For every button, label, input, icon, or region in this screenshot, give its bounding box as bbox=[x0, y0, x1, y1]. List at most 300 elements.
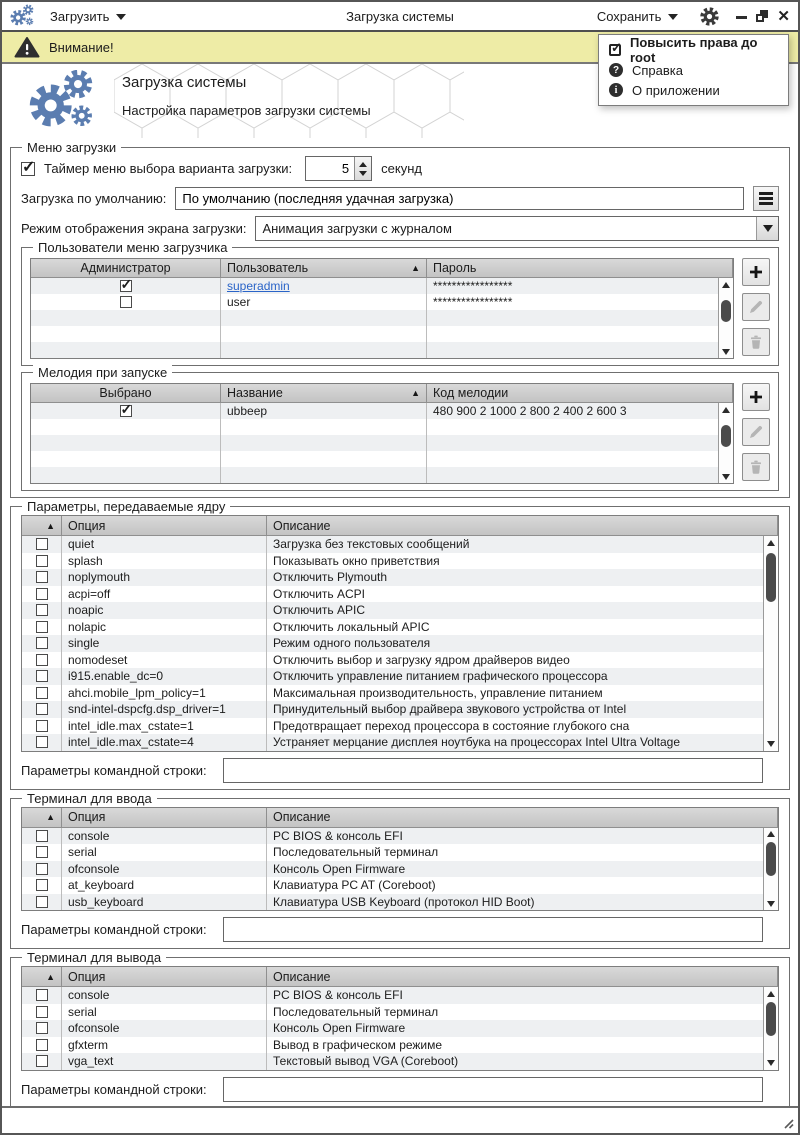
table-row[interactable] bbox=[22, 701, 778, 718]
text-cell: Загрузка без текстовых сообщений bbox=[273, 537, 470, 552]
window-title: Загрузка системы bbox=[346, 8, 454, 24]
table-row[interactable] bbox=[22, 828, 778, 845]
checkbox-cell bbox=[22, 877, 62, 894]
row-checkbox[interactable] bbox=[36, 720, 48, 732]
kernel-params-table bbox=[21, 515, 779, 752]
sort-ascending-icon: ▲ bbox=[411, 388, 420, 398]
table-row bbox=[31, 342, 733, 358]
group-legend: Параметры, передаваемые ядру bbox=[22, 499, 230, 514]
menu-item-help[interactable]: ? Справка bbox=[599, 60, 788, 80]
titlebar bbox=[2, 2, 798, 32]
table-row bbox=[31, 467, 733, 483]
gear-icon bbox=[699, 6, 720, 27]
text-cell: Вывод в графическом режиме bbox=[273, 1037, 443, 1052]
default-boot-label: Загрузка по умолчанию: bbox=[21, 191, 167, 206]
delete-melody-button[interactable] bbox=[742, 453, 770, 481]
text-cell: Отключить выбор и загрузку ядром драйверов видео bbox=[273, 652, 570, 667]
arrow-up-icon bbox=[722, 407, 730, 413]
pencil-icon bbox=[748, 299, 764, 315]
info-icon bbox=[609, 83, 623, 97]
checkbox-cell bbox=[31, 342, 221, 358]
output-terminal-group bbox=[10, 950, 790, 1109]
table-row[interactable] bbox=[31, 278, 733, 294]
text-cell: quiet bbox=[62, 536, 267, 553]
save-menu-label: Сохранить bbox=[596, 8, 662, 24]
menu-item-elevate-root[interactable]: ✓ Повысить права до root bbox=[599, 40, 788, 60]
table-row bbox=[31, 451, 733, 467]
users-table bbox=[30, 258, 734, 359]
text-cell: Устраняет мерцание дисплея ноутбука на процессорах Intel Ultra Voltage bbox=[273, 735, 680, 750]
text-cell: nomodeset bbox=[62, 652, 267, 669]
table-row bbox=[31, 310, 733, 326]
boot-menu-group bbox=[10, 140, 790, 498]
text-cell: Текстовый вывод VGA (Coreboot) bbox=[273, 1054, 459, 1069]
scroll-up-button[interactable] bbox=[764, 828, 778, 841]
scroll-up-button[interactable] bbox=[719, 278, 733, 291]
row-checkbox[interactable] bbox=[36, 670, 48, 682]
column-header[interactable] bbox=[22, 516, 62, 536]
row-checkbox[interactable] bbox=[36, 846, 48, 858]
timer-checkbox[interactable] bbox=[21, 162, 35, 176]
text-cell: nolapic bbox=[62, 619, 267, 636]
table-row[interactable] bbox=[22, 635, 778, 652]
row-checkbox[interactable] bbox=[36, 703, 48, 715]
scroll-track[interactable] bbox=[719, 291, 733, 345]
text-cell: gfxterm bbox=[62, 1037, 267, 1054]
checkbox-cell bbox=[31, 435, 221, 451]
kernel-cmdline-input[interactable] bbox=[223, 758, 763, 783]
scroll-down-button[interactable] bbox=[764, 1057, 778, 1070]
column-header[interactable]: Администратор bbox=[31, 259, 221, 278]
scroll-up-button[interactable] bbox=[764, 536, 778, 549]
cmdline-label: Параметры командной строки: bbox=[21, 762, 207, 778]
arrow-down-icon bbox=[767, 741, 775, 747]
load-menu-label: Загрузить bbox=[50, 8, 110, 24]
page-title: Загрузка системы bbox=[122, 74, 247, 91]
hamburger-icon bbox=[759, 192, 773, 195]
table-row[interactable] bbox=[22, 602, 778, 619]
arrow-up-icon bbox=[722, 282, 730, 288]
table-row[interactable] bbox=[31, 294, 733, 310]
group-legend: Мелодия при запуске bbox=[33, 365, 172, 380]
plus-icon bbox=[748, 264, 764, 280]
text-cell: Предотвращает переход процессора в состояние глубокого сна bbox=[273, 718, 630, 733]
text-cell bbox=[221, 326, 427, 342]
text-cell: 480 900 2 1000 2 800 2 400 2 600 3 bbox=[433, 404, 627, 418]
column-header[interactable]: Пароль bbox=[427, 259, 733, 278]
checkbox-cell bbox=[31, 419, 221, 435]
kernel-params-group bbox=[10, 499, 790, 790]
table-row bbox=[31, 419, 733, 435]
column-header[interactable]: Пользователь ▲ bbox=[221, 259, 427, 278]
text-cell: user bbox=[221, 294, 427, 310]
text-cell: Консоль Open Firmware bbox=[273, 1021, 406, 1036]
table-body bbox=[31, 278, 733, 358]
text-cell bbox=[427, 342, 733, 358]
scroll-up-button[interactable] bbox=[764, 987, 778, 1000]
text-cell: Клавиатура PC AT (Coreboot) bbox=[273, 878, 436, 893]
table-body bbox=[22, 987, 778, 1070]
row-checkbox[interactable] bbox=[36, 588, 48, 600]
input-cmdline-row bbox=[21, 917, 779, 942]
checkbox-cell bbox=[22, 569, 62, 586]
row-checkbox[interactable] bbox=[36, 736, 48, 748]
checkbox-cell bbox=[31, 310, 221, 326]
arrow-down-icon bbox=[722, 474, 730, 480]
column-header[interactable]: Опция bbox=[62, 967, 267, 987]
scroll-down-button[interactable] bbox=[719, 470, 733, 483]
text-cell: ahci.mobile_lpm_policy=1 bbox=[62, 685, 267, 702]
table-row[interactable] bbox=[22, 1020, 778, 1037]
text-cell: Отключить ACPI bbox=[273, 586, 365, 601]
checkbox-cell bbox=[22, 734, 62, 751]
text-cell bbox=[221, 342, 427, 358]
chevron-down-icon bbox=[116, 14, 126, 20]
column-header[interactable]: Описание bbox=[267, 967, 778, 987]
vertical-scrollbar[interactable] bbox=[718, 403, 733, 483]
column-header[interactable]: Описание bbox=[267, 516, 778, 536]
text-cell: console bbox=[62, 987, 267, 1004]
arrow-up-icon bbox=[767, 831, 775, 837]
text-cell: Принудительный выбор драйвера звукового устройства от Intel bbox=[273, 702, 627, 717]
table-row[interactable] bbox=[22, 1037, 778, 1054]
kernel-cmdline-row bbox=[21, 758, 779, 783]
text-cell: intel_idle.max_cstate=4 bbox=[62, 734, 267, 751]
group-legend: Терминал для ввода bbox=[22, 791, 157, 806]
text-cell: vga_text bbox=[62, 1053, 267, 1070]
checkbox-cell bbox=[22, 987, 62, 1004]
warning-text: Внимание! bbox=[49, 39, 114, 55]
scroll-thumb[interactable] bbox=[766, 553, 776, 602]
text-cell bbox=[221, 419, 427, 435]
text-cell: PC BIOS & консоль EFI bbox=[273, 828, 403, 843]
group-legend: Меню загрузки bbox=[22, 140, 121, 155]
menu-item-about[interactable]: i О приложении bbox=[599, 80, 788, 100]
text-cell: serial bbox=[62, 1004, 267, 1021]
edit-melody-button[interactable] bbox=[742, 418, 770, 446]
text-cell bbox=[427, 326, 733, 342]
sort-ascending-icon: ▲ bbox=[46, 520, 55, 531]
row-checkbox[interactable] bbox=[36, 621, 48, 633]
table-row[interactable] bbox=[22, 668, 778, 685]
chevron-down-icon bbox=[668, 14, 678, 20]
text-cell: Клавиатура USB Keyboard (протокол HID Boot) bbox=[273, 894, 535, 909]
scroll-up-button[interactable] bbox=[719, 403, 733, 416]
row-checkbox[interactable] bbox=[120, 405, 132, 417]
scroll-thumb[interactable] bbox=[766, 1002, 776, 1036]
startup-melody-group bbox=[21, 365, 779, 491]
column-header[interactable]: Выбрано bbox=[31, 384, 221, 403]
table-row[interactable] bbox=[22, 844, 778, 861]
display-mode-select[interactable] bbox=[255, 216, 779, 241]
checkbox-cell bbox=[22, 844, 62, 861]
scroll-thumb[interactable] bbox=[766, 842, 776, 876]
table-row[interactable] bbox=[22, 652, 778, 669]
text-cell bbox=[427, 310, 733, 326]
table-row[interactable] bbox=[22, 894, 778, 911]
warning-triangle-icon bbox=[14, 36, 40, 58]
text-cell: ofconsole bbox=[62, 861, 267, 878]
output-cmdline-input[interactable] bbox=[223, 1077, 763, 1102]
text-cell bbox=[427, 451, 733, 467]
spin-buttons[interactable] bbox=[354, 157, 371, 180]
text-cell: PC BIOS & консоль EFI bbox=[273, 988, 403, 1003]
arrow-up-icon bbox=[767, 991, 775, 997]
column-header[interactable] bbox=[22, 808, 62, 828]
row-checkbox[interactable] bbox=[36, 1006, 48, 1018]
checkbox-cell bbox=[22, 1020, 62, 1037]
checkbox-cell bbox=[22, 602, 62, 619]
text-cell: serial bbox=[62, 844, 267, 861]
checkbox-cell bbox=[22, 553, 62, 570]
sort-ascending-icon: ▲ bbox=[46, 812, 55, 822]
row-checkbox[interactable] bbox=[36, 1055, 48, 1067]
input-cmdline-input[interactable] bbox=[223, 917, 763, 942]
checkbox-cell bbox=[31, 326, 221, 342]
save-menu-button[interactable] bbox=[593, 7, 683, 26]
checkbox-cell bbox=[31, 403, 221, 419]
scroll-down-button[interactable] bbox=[719, 345, 733, 358]
table-row[interactable] bbox=[22, 718, 778, 735]
column-header[interactable] bbox=[22, 967, 62, 987]
row-checkbox[interactable] bbox=[36, 896, 48, 908]
row-checkbox[interactable] bbox=[36, 538, 48, 550]
row-checkbox[interactable] bbox=[36, 863, 48, 875]
table-header-row bbox=[22, 516, 778, 536]
scroll-thumb[interactable] bbox=[721, 425, 731, 448]
app-logo-gears bbox=[18, 70, 110, 132]
text-cell: Отключить Plymouth bbox=[273, 570, 388, 585]
checkbox-cell bbox=[22, 619, 62, 636]
timer-spinbox[interactable] bbox=[305, 156, 372, 181]
table-row[interactable] bbox=[22, 861, 778, 878]
status-bar bbox=[2, 1106, 798, 1133]
sort-ascending-icon: ▲ bbox=[46, 971, 55, 982]
add-user-button[interactable] bbox=[742, 258, 770, 286]
scroll-track[interactable] bbox=[764, 841, 778, 898]
scroll-thumb[interactable] bbox=[721, 300, 731, 323]
output-cmdline-row bbox=[21, 1077, 779, 1102]
checkbox-cell bbox=[22, 1004, 62, 1021]
text-cell: acpi=off bbox=[62, 586, 267, 603]
checkbox-cell bbox=[22, 635, 62, 652]
table-row[interactable] bbox=[22, 685, 778, 702]
table-row[interactable] bbox=[22, 569, 778, 586]
help-icon bbox=[609, 63, 623, 77]
row-checkbox[interactable] bbox=[120, 280, 132, 292]
scroll-track[interactable] bbox=[764, 549, 778, 738]
settings-gear-button[interactable] bbox=[698, 5, 720, 27]
app-gears-icon bbox=[10, 4, 36, 28]
table-row[interactable] bbox=[22, 619, 778, 636]
table-body bbox=[22, 536, 778, 751]
checkbox-checked-icon bbox=[609, 44, 621, 56]
table-row[interactable] bbox=[31, 403, 733, 419]
text-cell bbox=[427, 435, 733, 451]
text-cell bbox=[427, 419, 733, 435]
text-cell: Последовательный терминал bbox=[273, 845, 439, 860]
text-cell: snd-intel-dspcfg.dsp_driver=1 bbox=[62, 701, 267, 718]
resize-grip[interactable] bbox=[781, 1116, 794, 1129]
timer-label: Таймер меню выбора варианта загрузки: bbox=[44, 161, 293, 176]
row-checkbox[interactable] bbox=[120, 296, 132, 308]
close-button[interactable]: ✕ bbox=[777, 7, 790, 25]
text-cell: Отключить управление питанием графического процессора bbox=[273, 669, 608, 684]
table-row bbox=[31, 326, 733, 342]
text-cell bbox=[221, 451, 427, 467]
vertical-scrollbar[interactable] bbox=[718, 278, 733, 358]
text-cell: noplymouth bbox=[62, 569, 267, 586]
row-checkbox[interactable] bbox=[36, 637, 48, 649]
checkbox-cell bbox=[22, 894, 62, 911]
edit-user-button[interactable] bbox=[742, 293, 770, 321]
text-cell: ofconsole bbox=[62, 1020, 267, 1037]
trash-icon bbox=[748, 459, 764, 475]
row-checkbox[interactable] bbox=[36, 989, 48, 1001]
sort-ascending-icon: ▲ bbox=[411, 263, 420, 273]
table-header-row bbox=[22, 808, 778, 828]
text-cell bbox=[221, 310, 427, 326]
text-cell: console bbox=[62, 828, 267, 845]
vertical-scrollbar[interactable] bbox=[763, 536, 778, 751]
cmdline-label: Параметры командной строки: bbox=[21, 1081, 207, 1097]
text-cell: Отключить локальный APIC bbox=[273, 619, 430, 634]
arrow-down-icon bbox=[767, 1060, 775, 1066]
vertical-scrollbar[interactable] bbox=[763, 987, 778, 1070]
text-cell: ***************** bbox=[433, 279, 513, 293]
timer-row bbox=[21, 156, 779, 181]
table-body bbox=[22, 828, 778, 911]
text-cell: Отключить APIC bbox=[273, 603, 365, 618]
group-legend: Терминал для вывода bbox=[22, 950, 166, 965]
table-row[interactable] bbox=[22, 734, 778, 751]
table-row[interactable] bbox=[22, 987, 778, 1004]
column-header[interactable]: Название ▲ bbox=[221, 384, 427, 403]
group-legend: Пользователи меню загрузчика bbox=[33, 240, 232, 255]
checkbox-cell bbox=[31, 467, 221, 483]
row-checkbox[interactable] bbox=[36, 571, 48, 583]
table-header-row bbox=[31, 259, 733, 278]
settings-dropdown-menu bbox=[598, 34, 789, 106]
table-row[interactable] bbox=[22, 536, 778, 553]
checkbox-cell bbox=[22, 586, 62, 603]
checkbox-cell bbox=[22, 1053, 62, 1070]
text-cell: ubbeep bbox=[221, 403, 427, 419]
text-cell: splash bbox=[62, 553, 267, 570]
text-cell: single bbox=[62, 635, 267, 652]
default-boot-input[interactable] bbox=[175, 187, 744, 210]
spin-up-icon[interactable] bbox=[359, 162, 367, 167]
table-row[interactable] bbox=[22, 586, 778, 603]
pencil-icon bbox=[748, 424, 764, 440]
minimize-button[interactable] bbox=[736, 16, 747, 19]
text-cell: Консоль Open Firmware bbox=[273, 861, 406, 876]
text-cell: i915.enable_dc=0 bbox=[62, 668, 267, 685]
input-terminal-group bbox=[10, 790, 790, 950]
checkbox-cell bbox=[22, 1037, 62, 1054]
table-row[interactable] bbox=[22, 1004, 778, 1021]
row-checkbox[interactable] bbox=[36, 879, 48, 891]
add-melody-button[interactable] bbox=[742, 383, 770, 411]
boot-entries-menu-button[interactable] bbox=[753, 186, 779, 211]
table-body bbox=[31, 403, 733, 483]
column-header[interactable]: Код мелодии bbox=[427, 384, 733, 403]
checkbox-cell bbox=[22, 718, 62, 735]
text-cell: superadmin bbox=[221, 278, 427, 294]
chevron-down-icon bbox=[763, 225, 773, 232]
row-checkbox[interactable] bbox=[36, 654, 48, 666]
table-row[interactable] bbox=[22, 553, 778, 570]
text-cell: Максимальная производительность, управление питанием bbox=[273, 685, 603, 700]
row-checkbox[interactable] bbox=[36, 687, 48, 699]
column-header[interactable]: Опция bbox=[62, 516, 267, 536]
table-row bbox=[31, 435, 733, 451]
trash-icon bbox=[748, 334, 764, 350]
checkbox-cell bbox=[22, 536, 62, 553]
table-row[interactable] bbox=[22, 1053, 778, 1070]
default-boot-row bbox=[21, 186, 779, 211]
text-cell: noapic bbox=[62, 602, 267, 619]
text-cell: intel_idle.max_cstate=1 bbox=[62, 718, 267, 735]
checkbox-cell bbox=[31, 294, 221, 310]
combo-dropdown-button[interactable] bbox=[756, 217, 778, 240]
checkbox-cell bbox=[22, 685, 62, 702]
delete-user-button[interactable] bbox=[742, 328, 770, 356]
checkbox-cell bbox=[22, 828, 62, 845]
arrow-down-icon bbox=[722, 349, 730, 355]
table-header-row bbox=[22, 967, 778, 987]
row-checkbox[interactable] bbox=[36, 555, 48, 567]
text-cell bbox=[427, 467, 733, 483]
maximize-button[interactable] bbox=[756, 10, 768, 22]
checkbox-cell bbox=[31, 451, 221, 467]
cmdline-label: Параметры командной строки: bbox=[21, 922, 207, 937]
checkbox-cell bbox=[22, 652, 62, 669]
column-header[interactable]: Опция bbox=[62, 808, 267, 828]
table-row[interactable] bbox=[22, 877, 778, 894]
checkbox-cell bbox=[22, 668, 62, 685]
bootloader-users-group bbox=[21, 240, 779, 366]
text-cell: usb_keyboard bbox=[62, 894, 267, 911]
scroll-track[interactable] bbox=[764, 1000, 778, 1057]
text-cell: Показывать окно приветствия bbox=[273, 553, 440, 568]
checkbox-cell bbox=[22, 861, 62, 878]
timer-value-input[interactable] bbox=[306, 157, 354, 180]
scroll-down-button[interactable] bbox=[764, 897, 778, 910]
column-header[interactable]: Описание bbox=[267, 808, 778, 828]
timer-unit-label: секунд bbox=[381, 161, 422, 176]
text-cell: Режим одного пользователя bbox=[273, 636, 431, 651]
display-mode-value: Анимация загрузки с журналом bbox=[262, 221, 452, 236]
row-checkbox[interactable] bbox=[36, 1039, 48, 1051]
checkbox-cell bbox=[31, 278, 221, 294]
load-menu-button[interactable] bbox=[46, 7, 130, 26]
table-header-row bbox=[31, 384, 733, 403]
spin-down-icon[interactable] bbox=[359, 171, 367, 176]
scroll-track[interactable] bbox=[719, 416, 733, 470]
text-cell: at_keyboard bbox=[62, 877, 267, 894]
text-cell: ***************** bbox=[433, 295, 513, 309]
vertical-scrollbar[interactable] bbox=[763, 828, 778, 911]
row-checkbox[interactable] bbox=[36, 1022, 48, 1034]
arrow-down-icon bbox=[767, 901, 775, 907]
output-terminal-table bbox=[21, 966, 779, 1071]
input-terminal-table bbox=[21, 807, 779, 912]
row-checkbox[interactable] bbox=[36, 604, 48, 616]
melody-table bbox=[30, 383, 734, 484]
scroll-down-button[interactable] bbox=[764, 738, 778, 751]
row-checkbox[interactable] bbox=[36, 830, 48, 842]
